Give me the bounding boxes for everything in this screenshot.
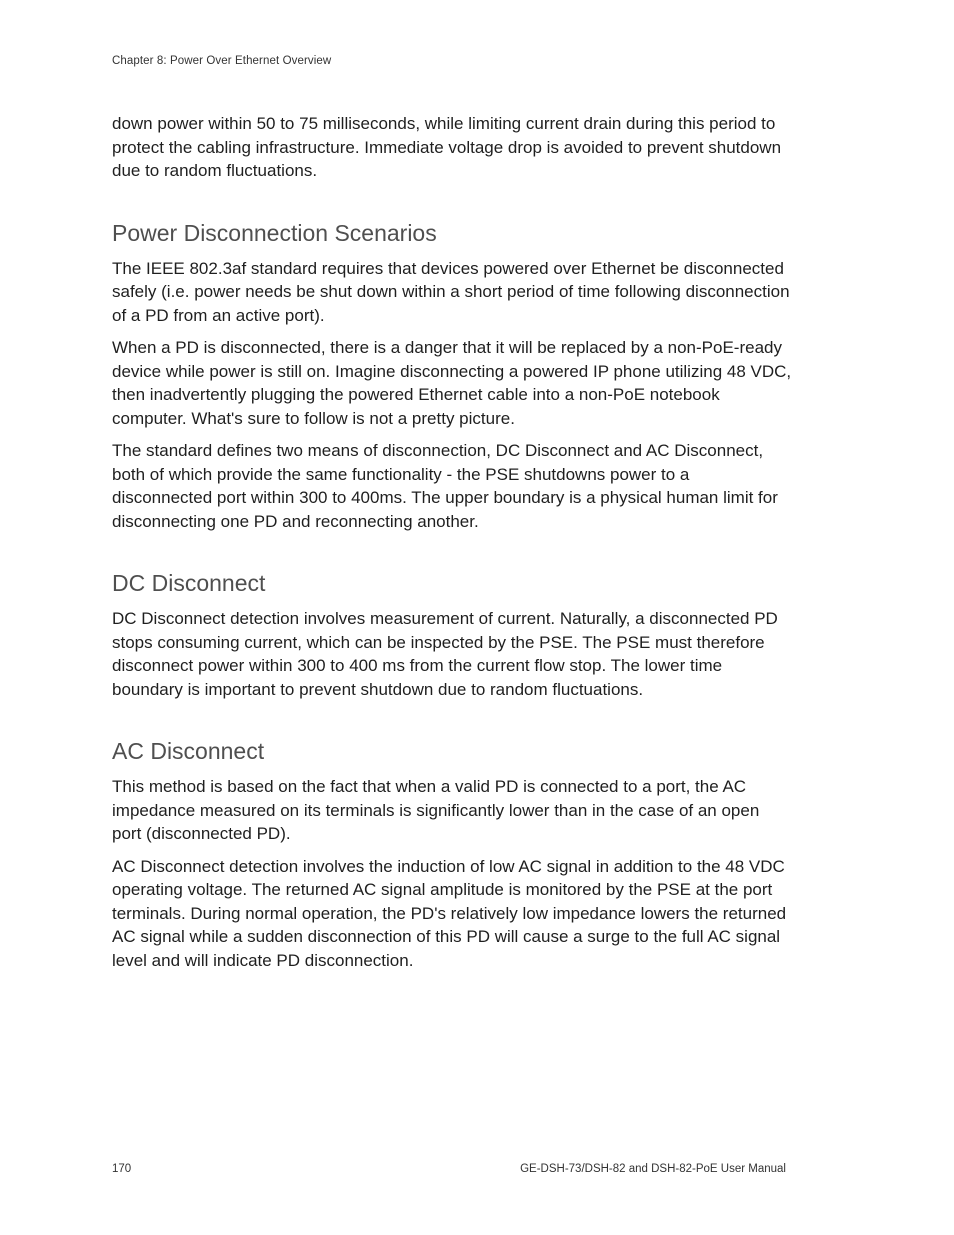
paragraph: AC Disconnect detection involves the induction of low AC signal in addition to the 48 VDC operating voltage. The returned AC signal amplitude is monitored by the PSE at the port terminals. During normal operation, the PD's relatively low impedance lowers the returned AC signal while a sudden disconnection of this PD will cause a surge to the full AC signal level and will indicate PD disconnection. <box>112 856 787 970</box>
paragraph: This method is based on the fact that when a valid PD is connected to a port, the AC impedance measured on its terminals is significantly lower than in the case of an open port (disconnected PD). <box>112 777 760 843</box>
manual-title: GE-DSH-73/DSH-82 and DSH-82-PoE User Manual <box>520 1163 786 1175</box>
section-title-power-disconnection: Power Disconnection Scenarios <box>112 219 437 246</box>
page-body <box>112 112 792 981</box>
paragraph: When a PD is disconnected, there is a danger that it will be replaced by a non-PoE-ready device while power is still on. Imagine disconnecting a powered IP phone utilizing 48 VDC, then inadvertently plugging the powered Ethernet cable into a non-PoE notebook computer. What's sure to follow is not a pretty picture. <box>112 338 792 428</box>
paragraph: DC Disconnect detection involves measurement of current. Naturally, a disconnected PD stops consuming current, which can be inspected by the PSE. The PSE must therefore disconnect power within 300 to 400 ms from the current flow stop. The lower time boundary is important to prevent shutdown due to random fluctuations. <box>112 609 778 699</box>
paragraph: The IEEE 802.3af standard requires that devices powered over Ethernet be disconnected safely (i.e. power needs be shut down within a short period of time following disconnection of a PD from an active port). <box>112 258 790 325</box>
intro-paragraph: down power within 50 to 75 milliseconds, while limiting current drain during this period to protect the cabling infrastructure. Immediate voltage drop is avoided to prevent shutdown due to random fluctuations. <box>112 114 782 180</box>
paragraph: The standard defines two means of disconnection, DC Disconnect and AC Disconnect, both of which provide the same functionality - the PSE shutdowns power to a disconnected port within 300 to 400ms. The upper boundary is a physical human limit for disconnecting one PD and reconnecting another. <box>112 441 778 531</box>
running-header: Chapter 8: Power Over Ethernet Overview <box>112 55 332 67</box>
section-title-ac-disconnect: AC Disconnect <box>112 738 265 764</box>
section-title-dc-disconnect: DC Disconnect <box>112 570 266 596</box>
page-number: 170 <box>112 1163 132 1175</box>
